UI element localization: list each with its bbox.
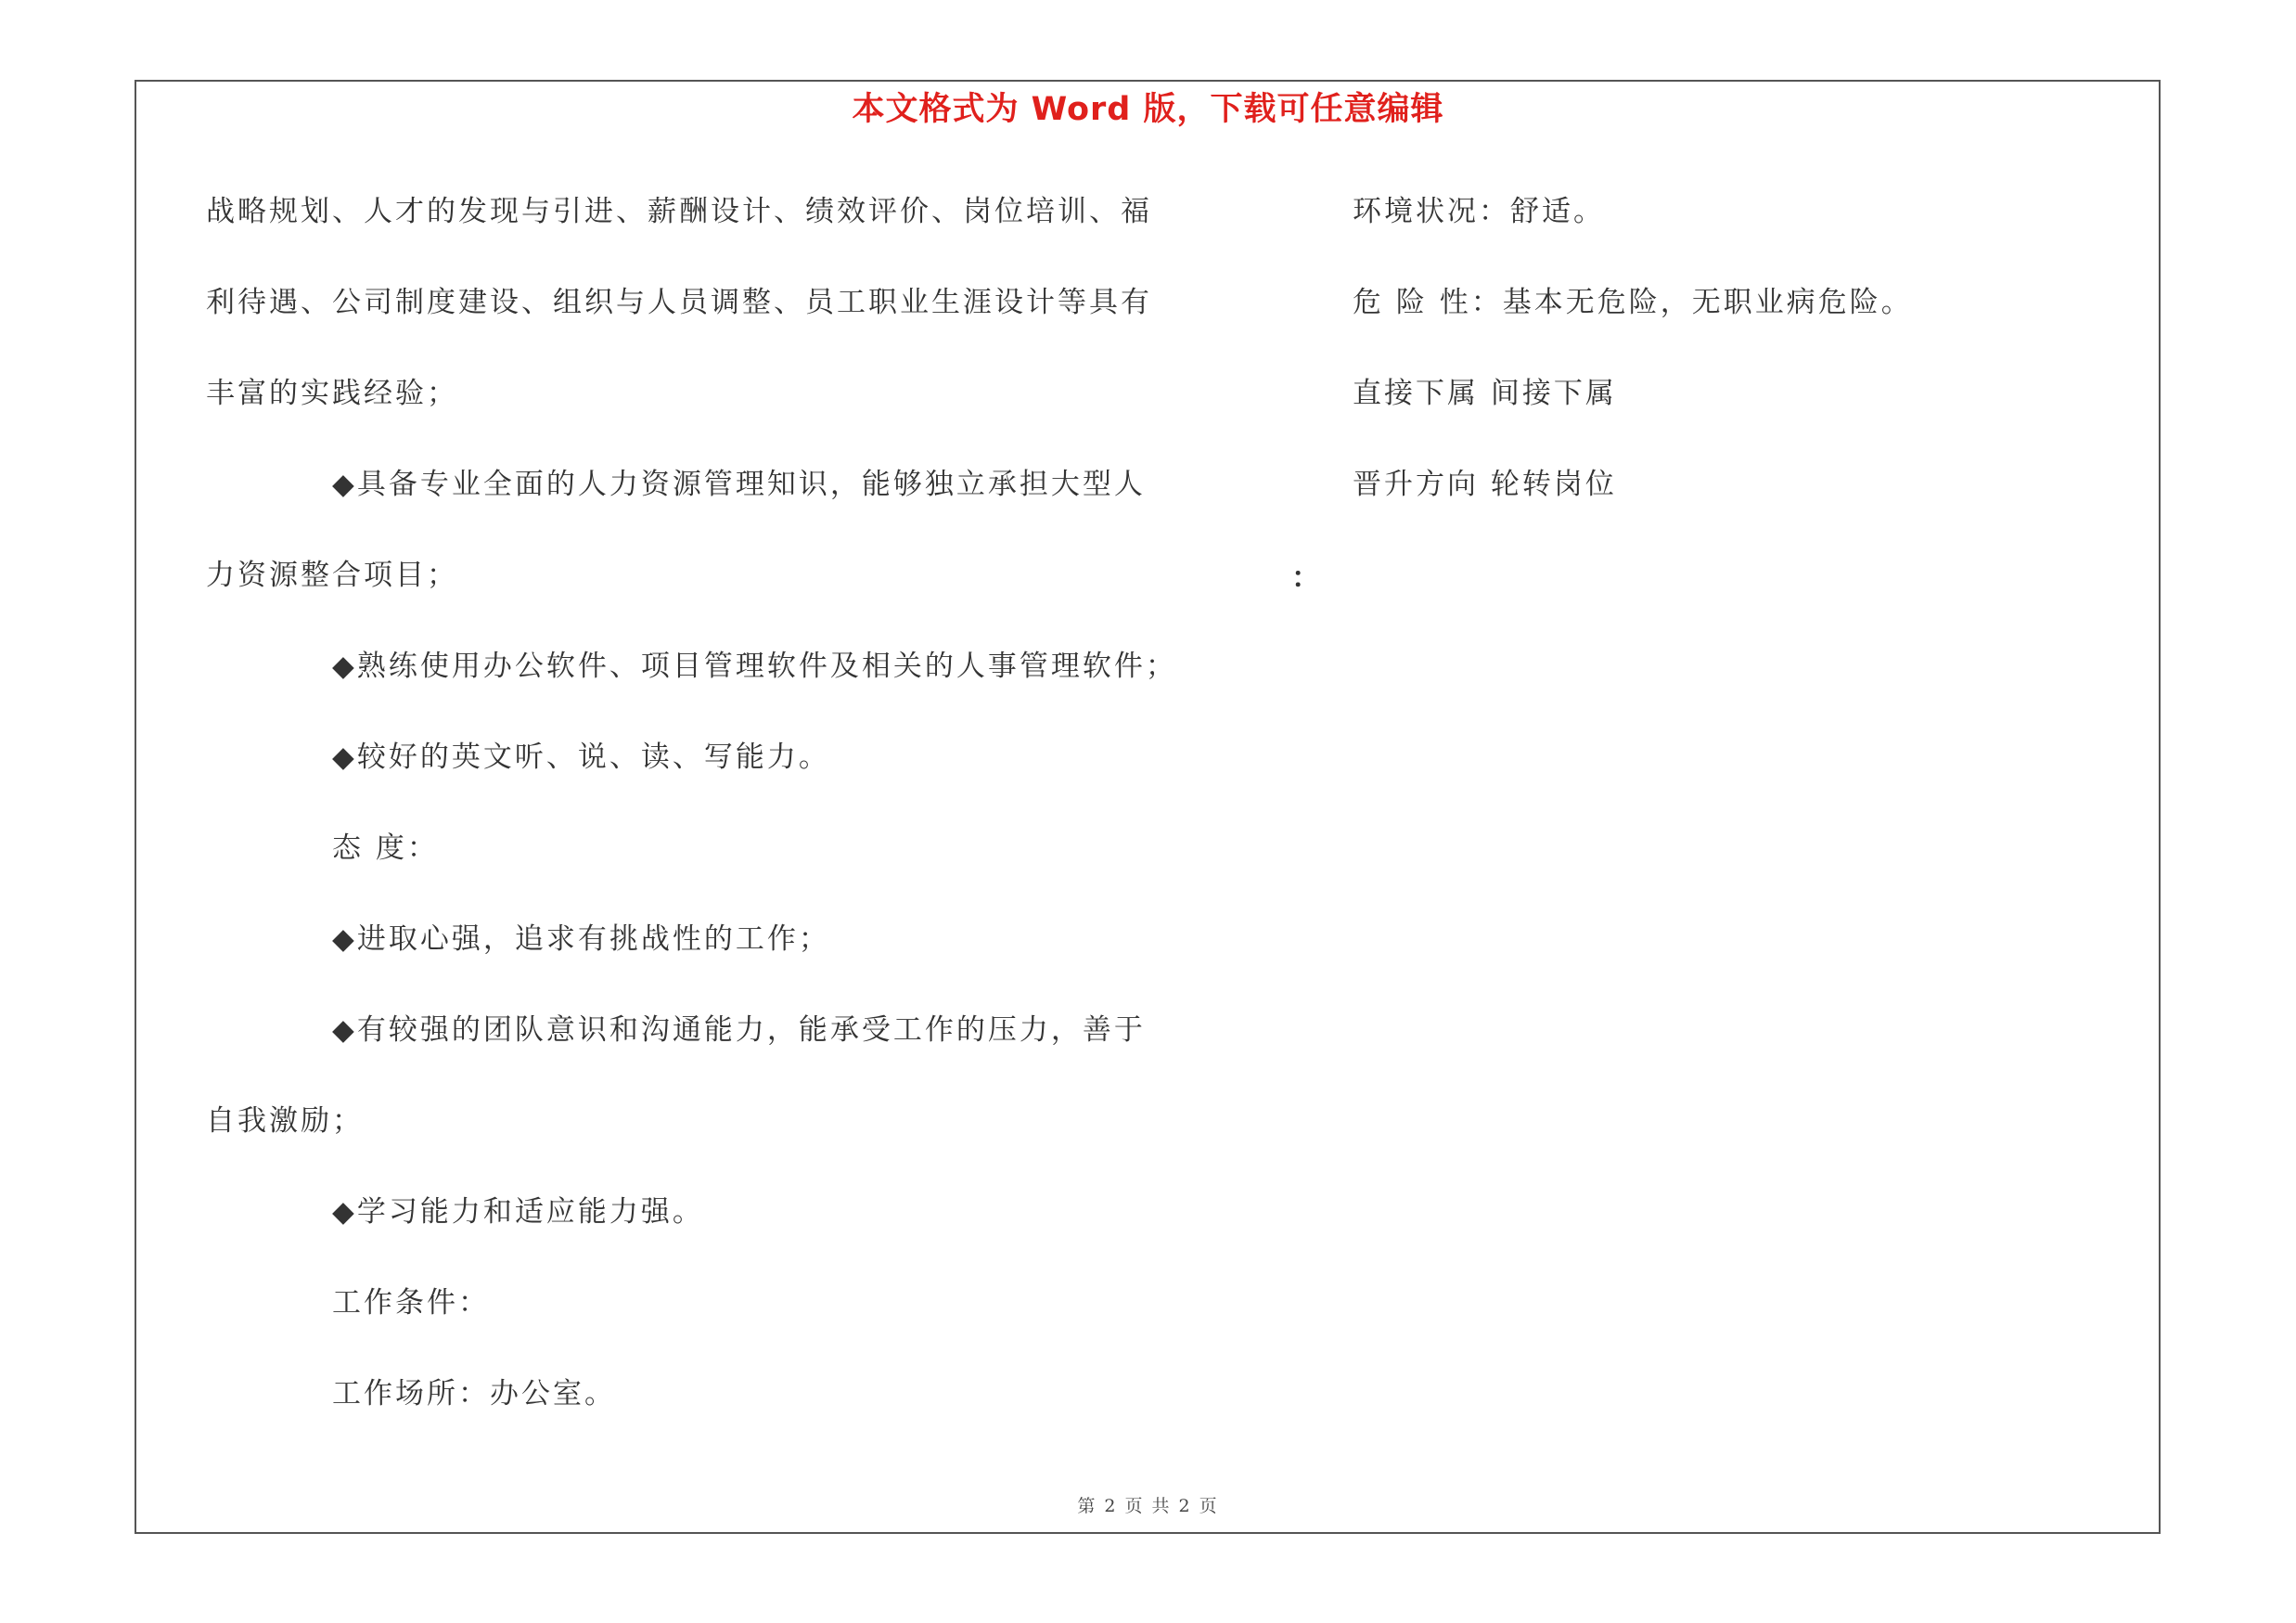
paragraph-line: 工作场所：办公室。 <box>332 1377 616 1410</box>
bullet-line: ◆进取心强，追求有挑战性的工作； <box>332 922 830 956</box>
stray-mark: ： <box>1291 561 1320 595</box>
paragraph-line: 环境状况：舒适。 <box>1353 195 1605 228</box>
bullet-line: ◆熟练使用办公软件、项目管理软件及相关的人事管理软件； <box>332 650 1177 683</box>
paragraph-line: 战略规划、人才的发现与引进、薪酬设计、绩效评价、岗位培训、福 <box>206 195 1152 228</box>
paragraph-line: 力资源整合项目； <box>206 559 458 592</box>
paragraph-line: 危 险 性：基本无危险，无职业病危险。 <box>1353 286 1913 319</box>
bullet-line: ◆较好的英文听、说、读、写能力。 <box>332 741 830 774</box>
paragraph-line: 晋升方向 轮转岗位 <box>1353 468 1617 501</box>
paragraph-line: 丰富的实践经验； <box>206 377 458 410</box>
section-heading: 态 度： <box>332 831 439 865</box>
page-number-footer: 第 2 页 共 2 页 <box>1077 1496 1219 1516</box>
format-banner: 本文格式为 Word 版，下载可任意编辑 <box>852 91 1444 128</box>
bullet-line: ◆具备专业全面的人力资源管理知识，能够独立承担大型人 <box>332 468 1146 501</box>
paragraph-line: 利待遇、公司制度建设、组织与人员调整、员工职业生涯设计等具有 <box>206 286 1152 319</box>
section-heading: 工作条件： <box>332 1286 490 1320</box>
bullet-line: ◆有较强的团队意识和沟通能力，能承受工作的压力，善于 <box>332 1013 1146 1047</box>
paragraph-line: 直接下属 间接下属 <box>1353 377 1617 410</box>
bullet-line: ◆学习能力和适应能力强。 <box>332 1195 704 1229</box>
paragraph-line: 自我激励； <box>206 1104 364 1138</box>
